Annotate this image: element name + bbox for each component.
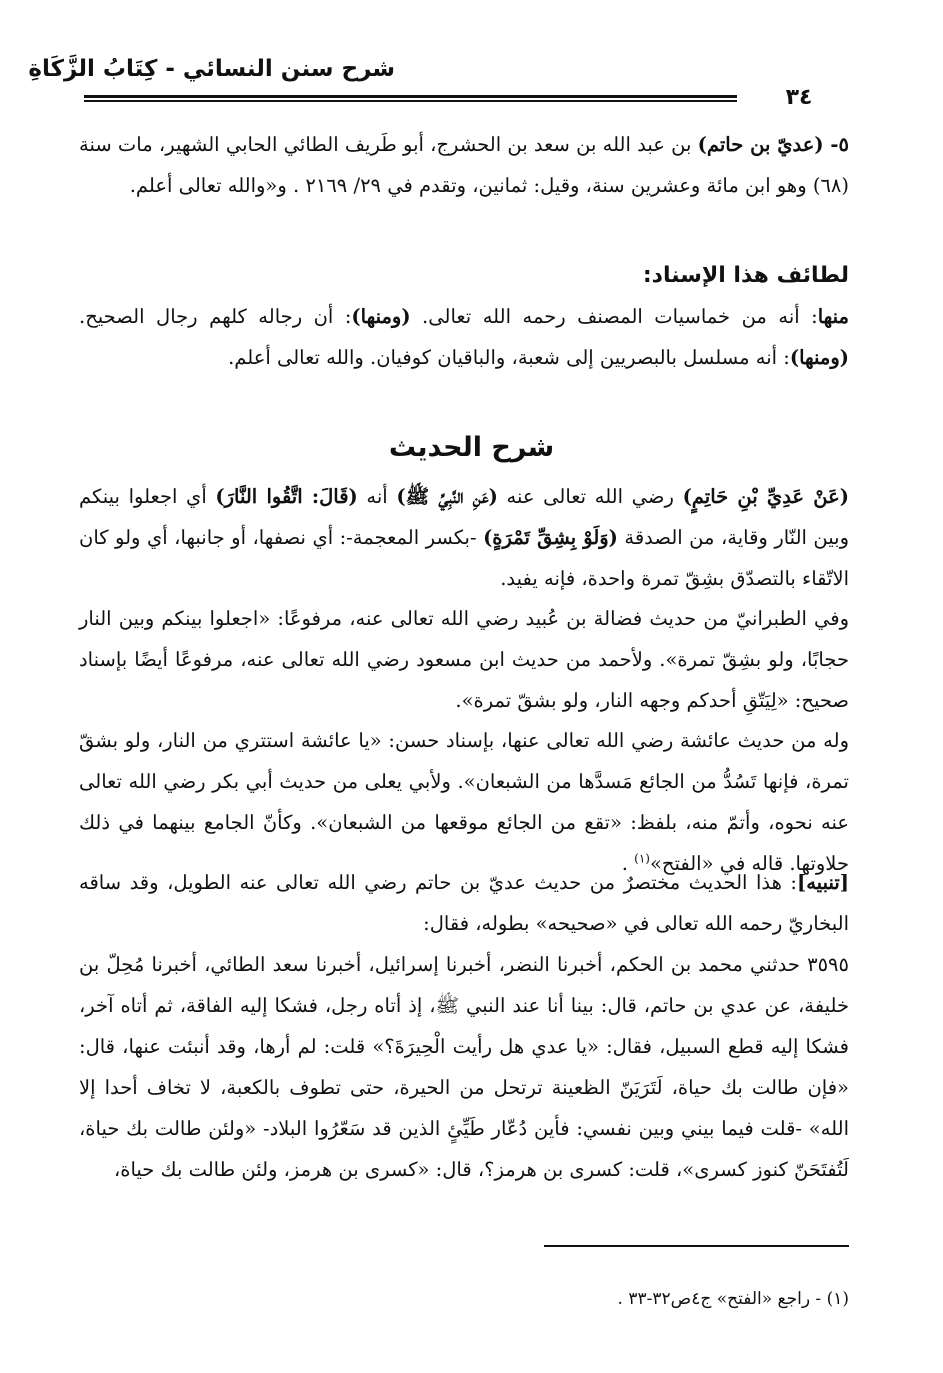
isnad-paragraph: [79, 296, 849, 378]
footnote-rule: [544, 1245, 849, 1247]
running-head: شرح سنن النسائي - كِتَابُ الزَّكَاةِ: [28, 56, 395, 82]
aisha-text: وله من حديث عائشة رضي الله تعالى عنها، بإسناد حسن: «يا عائشة استتري من النار، ولو بشقّ تمرة، فإنها تَسُدُّ من الجائع مَسدَّها من الشبعان». ولأبي يعلى من حديث أبي بكر رضي الله تعالى عنه نحوه، وأتمّ منه، بلفظ: «تقع من الجائع موقعها من الشبعان». وكأنّ الجامع بينهما في ذلك حلاوتها. قاله في «الفتح»: [79, 729, 849, 875]
narrator-name: (عديّ بن حاتم): [697, 133, 824, 156]
explanation-text: -بكسر المعجمة-: أي نصفها، أو جانبها، أي ولو كان الاتّقاء بالتصدّق بشِقّ تمرة واحدة، فإنه يفيد.: [79, 526, 849, 590]
narrator-paragraph: [79, 124, 849, 206]
isnad-text-2: : أن رجاله كلهم رجال الصحيح.: [79, 305, 352, 328]
tanbih-label: [تنبيه]: [797, 871, 849, 894]
tanbih-paragraph: [79, 862, 849, 944]
aisha-paragraph: [79, 720, 849, 884]
tanbih-text: : هذا الحديث مختصرٌ من حديث عديّ بن حاتم رضي الله تعالى عنه الطويل، وقد ساقه البخاريّ رحمه الله تعالى في «صحيحه» بطوله، فقال:: [79, 871, 849, 935]
explanation-text: رضي الله تعالى عنه: [497, 485, 683, 508]
narrator-text: بن عبد الله بن سعد بن الحشرج، أبو طَريف الطائي الحابي الشهير، مات سنة (٦٨) وهو ابن مائة وعشرين سنة، وقيل: ثمانين، وتقدم في ٢٩/ ٢١٦٩ . و«والله تعالى أعلم.: [79, 133, 849, 197]
explanation-text: أي اجعلوا بينكم وبين النّار وقاية، من الصدقة: [79, 485, 849, 549]
hadith-explanation-paragraph: [79, 476, 849, 599]
tabarani-paragraph: وفي الطبرانيّ من حديث فضالة بن عُبيد رضي الله تعالى عنه، مرفوعًا: «اجعلوا بينكم وبين النار حجابًا، ولو بشِقّ تمرة». ولأحمد من حديث ابن مسعود رضي الله تعالى عنه، مرفوعًا أيضًا بإسناد صحيح: «لِيَتّقِ أحدكم وجهه النار، ولو بشقّ تمرة».: [79, 607, 849, 712]
hadith-quote: (عَنِ النَّبِيِّ ﷺ): [396, 485, 498, 508]
hadith-quote: (عَنْ عَدِيِّ بْنِ حَاتِمٍ): [682, 485, 850, 508]
isnad-heading: لطائف هذا الإسناد:: [642, 263, 849, 288]
hadith-quote: (قَالَ: اتَّقُوا النَّارَ): [215, 485, 358, 508]
sharh-heading: شرح الحديث: [388, 432, 555, 463]
isnad-label-2: (ومنها): [351, 305, 411, 328]
isnad-label-3: (ومنها): [789, 346, 849, 369]
page-number-box: [737, 83, 861, 113]
isnad-text-1: : أنه من خماسيات المصنف رحمه الله تعالى.: [410, 305, 818, 328]
isnad-text-3: : أنه مسلسل بالبصريين إلى شعبة، والباقيان كوفيان. والله تعالى أعلم.: [228, 346, 790, 369]
footnote-marker[interactable]: (١): [634, 851, 650, 866]
bukhari-hadith-paragraph: ٣٥٩٥ حدثني محمد بن الحكم، أخبرنا النضر، أخبرنا إسرائيل، أخبرنا سعد الطائي، أخبرنا مُحِلّ بن خليفة، عن عدي بن حاتم، قال: بينا أنا عند النبي ﷺ، إذ أتاه رجل، فشكا إليه الفاقة، ثم أتاه آخر، فشكا إليه قطع السبيل، فقال: «يا عدي هل رأيت الْحِيرَةَ؟» قلت: لم أرها، وقد أنبئت عنها، قال: «فإن طالت بك حياة، لَتَرَيَنّ الظعينة ترتحل من الحيرة، حتى تطوف بالكعبة، لا تخاف أحدا إلا الله» -قلت فيما بيني وبين نفسي: فأين دُعّار طَيِّئٍ الذين قد سَعّرُوا البلاد- «ولئن طالت بك حياة، لَتُفتَحَنّ كنوز كسرى»، قلت: كسرى بن هرمز؟، قال: «كسرى بن هرمز، ولئن طالت بك حياة،: [79, 953, 849, 1181]
narrator-number: ٥-: [823, 133, 850, 156]
aisha-end: .: [621, 852, 635, 875]
footnote: (١) - راجع «الفتح» ج٤ص٣٢-٣٣ .: [617, 1289, 849, 1309]
explanation-text: أنه: [357, 485, 397, 508]
page-number: ٣٤: [785, 85, 813, 110]
hadith-quote: (وَلَوْ بِشِقِّ تَمْرَةٍ): [483, 526, 618, 549]
isnad-label-1: منها: [817, 305, 849, 328]
